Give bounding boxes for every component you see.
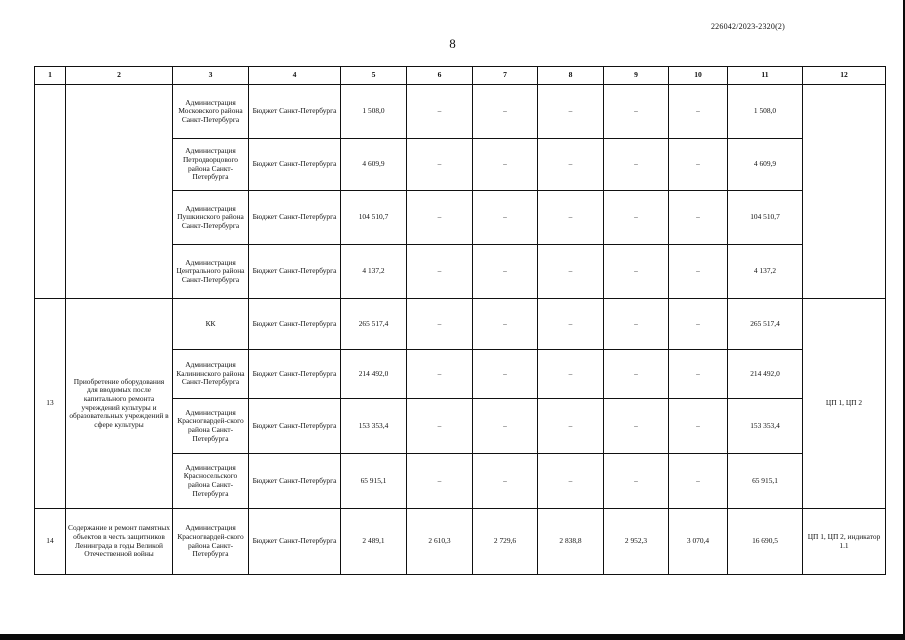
- cell-value: –: [604, 299, 669, 350]
- cell-value: 104 510,7: [341, 191, 407, 245]
- cell-object: [66, 85, 173, 299]
- cell-source: Бюджет Санкт-Петербурга: [249, 139, 341, 191]
- cell-value: –: [473, 139, 538, 191]
- cell-value: –: [473, 85, 538, 139]
- cell-value: –: [407, 399, 473, 454]
- cell-total: 4 609,9: [728, 139, 803, 191]
- cell-value: –: [538, 454, 604, 509]
- cell-value: –: [604, 454, 669, 509]
- cell-value: 2 838,8: [538, 509, 604, 575]
- cell-executor: Администрация Центрального района Санкт-Петербурга: [173, 245, 249, 299]
- table-row: [35, 299, 886, 350]
- col-header: 2: [66, 67, 173, 85]
- cell-value: –: [407, 191, 473, 245]
- cell-value: –: [473, 245, 538, 299]
- cell-value: –: [604, 399, 669, 454]
- cell-value: 2 952,3: [604, 509, 669, 575]
- cell-total: 1 508,0: [728, 85, 803, 139]
- header-row: [35, 67, 886, 85]
- cell-indicator: ЦП 1, ЦП 2: [803, 299, 886, 509]
- cell-value: –: [407, 299, 473, 350]
- cell-source: Бюджет Санкт-Петербурга: [249, 85, 341, 139]
- cell-value: –: [473, 191, 538, 245]
- cell-executor: Администрация Красносельского района Санкт-Петербурга: [173, 454, 249, 509]
- cell-value: –: [604, 245, 669, 299]
- cell-source: Бюджет Санкт-Петербурга: [249, 399, 341, 454]
- cell-total: 214 492,0: [728, 350, 803, 399]
- cell-value: 153 353,4: [341, 399, 407, 454]
- col-header: 3: [173, 67, 249, 85]
- col-header: 9: [604, 67, 669, 85]
- cell-source: Бюджет Санкт-Петербурга: [249, 454, 341, 509]
- cell-object: Приобретение оборудования для вводимых после капитального ремонта учреждений культуры и образовательных учреждений в сфере культуры: [66, 299, 173, 509]
- cell-indicator: [803, 85, 886, 299]
- cell-value: –: [538, 350, 604, 399]
- cell-value: 4 137,2: [341, 245, 407, 299]
- cell-executor: Администрация Пушкинского района Санкт-Петербурга: [173, 191, 249, 245]
- cell-value: –: [669, 191, 728, 245]
- cell-total: 65 915,1: [728, 454, 803, 509]
- cell-value: –: [407, 245, 473, 299]
- cell-number: [35, 85, 66, 299]
- cell-executor: Администрация Красногвардей-ского района Санкт-Петербурга: [173, 509, 249, 575]
- cell-total: 153 353,4: [728, 399, 803, 454]
- cell-value: –: [604, 191, 669, 245]
- cell-value: –: [407, 454, 473, 509]
- cell-value: –: [669, 299, 728, 350]
- page-number: 8: [449, 36, 456, 51]
- cell-total: 104 510,7: [728, 191, 803, 245]
- cell-total: 265 517,4: [728, 299, 803, 350]
- col-header: 6: [407, 67, 473, 85]
- col-header: 4: [249, 67, 341, 85]
- cell-number: 14: [35, 509, 66, 575]
- cell-value: 1 508,0: [341, 85, 407, 139]
- cell-value: –: [604, 139, 669, 191]
- cell-value: –: [407, 350, 473, 399]
- cell-value: 214 492,0: [341, 350, 407, 399]
- document-registration-number: 226042/2023-2320(2): [710, 22, 785, 31]
- program-table: [34, 66, 886, 575]
- cell-value: 265 517,4: [341, 299, 407, 350]
- table-row: [35, 85, 886, 139]
- cell-executor: Администрация Красногвардей-ского района Санкт-Петербурга: [173, 399, 249, 454]
- cell-value: 65 915,1: [341, 454, 407, 509]
- cell-value: 2 610,3: [407, 509, 473, 575]
- cell-executor: Администрация Московского района Санкт-Петербурга: [173, 85, 249, 139]
- cell-value: 2 489,1: [341, 509, 407, 575]
- cell-source: Бюджет Санкт-Петербурга: [249, 509, 341, 575]
- cell-value: –: [669, 399, 728, 454]
- cell-value: –: [407, 139, 473, 191]
- cell-value: –: [538, 245, 604, 299]
- cell-value: –: [473, 399, 538, 454]
- cell-value: –: [669, 245, 728, 299]
- cell-executor: Администрация Калининского района Санкт-Петербурга: [173, 350, 249, 399]
- cell-object: Содержание и ремонт памятных объектов в честь защитников Ленинграда в годы Великой Отечественной войны: [66, 509, 173, 575]
- cell-value: –: [669, 454, 728, 509]
- cell-value: –: [473, 350, 538, 399]
- cell-value: –: [407, 85, 473, 139]
- cell-value: –: [538, 191, 604, 245]
- col-header: 10: [669, 67, 728, 85]
- cell-value: –: [669, 350, 728, 399]
- table-row: [35, 509, 886, 575]
- cell-value: –: [604, 350, 669, 399]
- cell-value: 3 070,4: [669, 509, 728, 575]
- cell-total: 4 137,2: [728, 245, 803, 299]
- cell-value: –: [538, 85, 604, 139]
- cell-value: –: [473, 299, 538, 350]
- col-header: 7: [473, 67, 538, 85]
- cell-total: 16 690,5: [728, 509, 803, 575]
- col-header: 1: [35, 67, 66, 85]
- cell-number: 13: [35, 299, 66, 509]
- cell-value: 2 729,6: [473, 509, 538, 575]
- cell-value: –: [669, 85, 728, 139]
- cell-executor: Администрация Петродворцового района Санкт-Петербурга: [173, 139, 249, 191]
- cell-value: –: [604, 85, 669, 139]
- cell-value: –: [669, 139, 728, 191]
- col-header: 8: [538, 67, 604, 85]
- scan-edge-bottom: [0, 634, 905, 640]
- cell-indicator: ЦП 1, ЦП 2, индикатор 1.1: [803, 509, 886, 575]
- col-header: 12: [803, 67, 886, 85]
- cell-value: 4 609,9: [341, 139, 407, 191]
- cell-value: –: [473, 454, 538, 509]
- cell-source: Бюджет Санкт-Петербурга: [249, 299, 341, 350]
- cell-source: Бюджет Санкт-Петербурга: [249, 245, 341, 299]
- cell-source: Бюджет Санкт-Петербурга: [249, 350, 341, 399]
- cell-value: –: [538, 299, 604, 350]
- col-header: 5: [341, 67, 407, 85]
- cell-executor: КК: [173, 299, 249, 350]
- col-header: 11: [728, 67, 803, 85]
- cell-value: –: [538, 399, 604, 454]
- cell-value: –: [538, 139, 604, 191]
- cell-source: Бюджет Санкт-Петербурга: [249, 191, 341, 245]
